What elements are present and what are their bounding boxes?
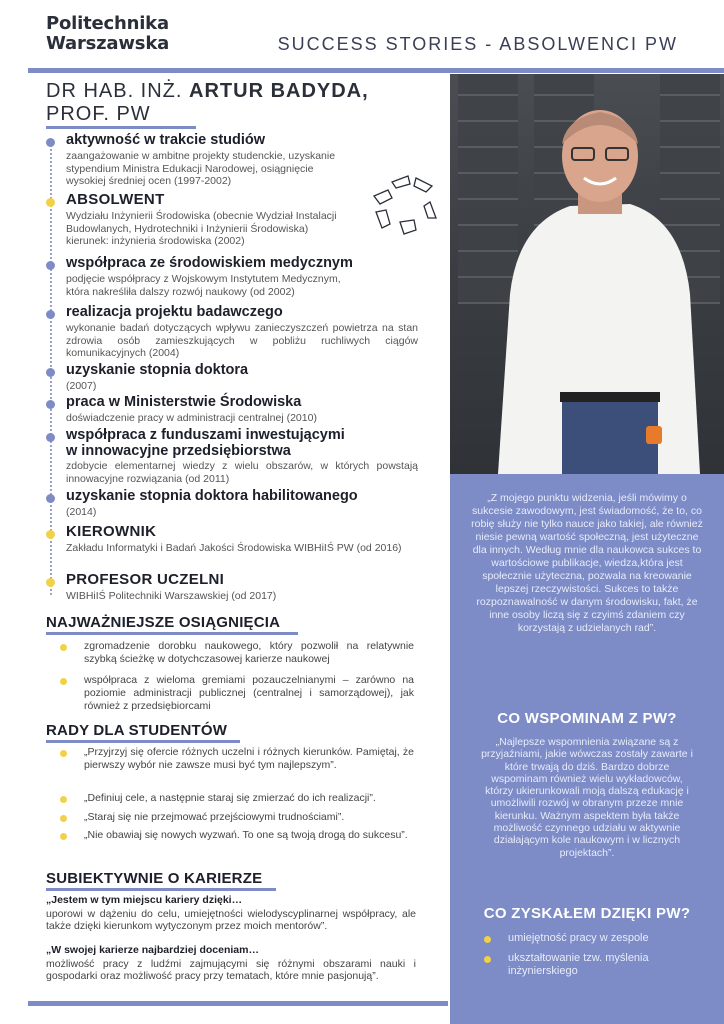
memories-quote: „Najlepsze wspomnienia związane są z przyjaźniami, jakie wówczas zostały zawarte i które trwają do dziś. Bardzo dobrze wspominam również wielu wykładowców, którzy ukierunkowali moją dalszą edukację i umożliwili rozwój w obranym przeze mnie kierunku. Ważnym aspektem była także możliwość czynnego udziału w aktywnie działającym kole naukowym i w licznych projektach”.: [481, 736, 693, 859]
timeline-desc: Wydziału Inżynierii Środowiska (obecnie Wydział Instalacji Budowlanych, Hydrotechniki i Inżynierii Środowiska) kierunek: inżynieria środowiska (2002): [66, 210, 337, 247]
name-prefix: DR HAB. INŻ.: [46, 80, 183, 102]
politechnika-logo: [46, 14, 169, 54]
advice-text: „Nie obawiaj się nowych wyzwań. To one są twoją drogą do sukcesu”.: [84, 829, 408, 841]
timeline-desc: WIBHiIŚ Politechniki Warszawskiej (od 2017): [66, 590, 277, 602]
advice-text: „Staraj się nie przejmować przejściowymi trudnościami”.: [84, 811, 345, 823]
advice-text: „Definiuj cele, a następnie staraj się zmierzać do ich realizacji”.: [84, 792, 376, 804]
timeline-desc: zdobycie elementarnej wiedzy z wielu obszarów, w których powstają innowacyjne rozwiązania (od 2011): [66, 460, 418, 485]
advice-text: „Przyjrzyj się ofercie różnych uczelni i różnych kierunków. Pamiętaj, że pierwszy wybór nie zawsze musi być tym najlepszym”.: [84, 746, 414, 771]
decorative-segments-icon: [370, 172, 440, 242]
timeline-title: PROFESOR UCZELNI: [66, 571, 225, 588]
career-quote1-body: uporowi w dążeniu do celu, umiejętności wielodyscyplinarnej współpracy, ale także dzięki kierunkom wytyczonym przez moich mentorów”.: [46, 908, 416, 932]
name-bold: ARTUR BADYDA,: [189, 80, 369, 102]
timeline-dot: [46, 198, 55, 207]
advice-underline: [46, 740, 240, 743]
bullet-dot: [60, 750, 67, 757]
achievements-heading: NAJWAŻNIEJSZE OSIĄGNIĘCIA: [46, 614, 281, 631]
achievements-underline: [46, 632, 298, 635]
bottom-divider: [28, 1001, 448, 1006]
timeline-desc: doświadczenie pracy w administracji centralnej (2010): [66, 412, 317, 424]
achievement-text: zgromadzenie dorobku naukowego, który pozwolił na relatywnie szybką ścieżkę w dotychczasowej karierze naukowej: [84, 640, 414, 665]
gains-text: umiejętność pracy w zespole: [508, 932, 649, 944]
career-heading: SUBIEKTYWNIE O KARIERZE: [46, 870, 263, 887]
timeline-title: praca w Ministerstwie Środowiska: [66, 394, 302, 410]
logo-line1: Politechnika: [46, 13, 169, 34]
timeline-title: współpraca z funduszami inwestującymi: [66, 427, 345, 443]
timeline-title: aktywność w trakcie studiów: [66, 132, 266, 148]
timeline-desc: wykonanie badań dotyczących wpływu zanieczyszczeń powietrza na stan zdrowia osób zamieszkujących w pobliżu ruchliwych ciągów komunikacyjnych (2004): [66, 322, 418, 359]
name-line2: PROF. PW: [46, 103, 151, 125]
timeline-dot: [46, 578, 55, 587]
timeline-dot: [46, 400, 55, 409]
logo-line2: Warszawska: [46, 33, 170, 54]
timeline-desc: zaangażowanie w ambitne projekty studenckie, uzyskanie stypendium Ministra Edukacji Narodowej, osiągnięcie wysokiej średniej ocen (1997-2002): [66, 150, 336, 187]
timeline-desc: Zakładu Informatyki i Badań Jakości Środowiska WIBHiIŚ PW (od 2016): [66, 542, 402, 554]
timeline-dot: [46, 138, 55, 147]
timeline-dot: [46, 368, 55, 377]
timeline-dot: [46, 494, 55, 503]
career-quote1-head: „Jestem w tym miejscu kariery dzięki…: [46, 894, 243, 906]
advice-heading: RADY DLA STUDENTÓW: [46, 722, 228, 739]
bullet-dot: [60, 796, 67, 803]
bullet-dot: [484, 956, 491, 963]
person-silhouette-icon: [450, 74, 724, 474]
timeline-title: uzyskanie stopnia doktora: [66, 362, 249, 378]
person-name: [46, 80, 369, 126]
memories-heading: CO WSPOMINAM Z PW?: [497, 710, 677, 727]
gains-text: ukształtowanie tzw. myślenia inżynierskiego: [508, 952, 649, 977]
portrait-photo: [450, 74, 724, 474]
success-quote: „Z mojego punktu widzenia, jeśli mówimy o sukcesie zawodowym, jest świadomość, że to, co robię służy nie tylko nauce jako takiej, ale również niesie pewną wartość społeczną, jest użyteczne dla innych. Według mnie dla naukowca sukces to wartościowe publikacje, wiedza,która jest społecznie użyteczna, pozwala na kreowanie lepszej rzeczywistości. Sukces to także rozpoznawalność w danym środowisku, fakt, że inne osoby liczą się z czyimś zdaniem czy korzystają z udzielanych rad”.: [471, 492, 703, 634]
timeline-dot: [46, 261, 55, 270]
name-underline: [46, 126, 196, 129]
timeline-title: współpraca ze środowiskiem medycznym: [66, 255, 353, 271]
bullet-dot: [60, 678, 67, 685]
timeline-dot: [46, 530, 55, 539]
timeline-title: realizacja projektu badawczego: [66, 304, 283, 320]
achievement-text: współpraca z wieloma gremiami pozauczelnianymi – zarówno na poziomie administracji publicznej (centralnej i samorządowej), jak również z przedsiębiorcami: [84, 674, 414, 712]
timeline-desc: (2007): [66, 380, 97, 392]
timeline-title: KIEROWNIK: [66, 523, 157, 540]
timeline-title: uzyskanie stopnia doktora habilitowanego: [66, 488, 358, 504]
timeline-title: ABSOLWENT: [66, 191, 165, 208]
top-divider: [28, 68, 724, 73]
bullet-dot: [60, 833, 67, 840]
bullet-dot: [60, 644, 67, 651]
career-underline: [46, 888, 276, 891]
timeline-desc: (2014): [66, 506, 97, 518]
timeline-dot: [46, 433, 55, 442]
gains-heading: CO ZYSKAŁEM DZIĘKI PW?: [483, 905, 691, 922]
bullet-dot: [60, 815, 67, 822]
career-quote2-head: „W swojej karierze najbardziej doceniam…: [46, 944, 259, 956]
timeline-desc: podjęcie współpracy z Wojskowym Instytutem Medycznym, która nakreśliła dalszy rozwój naukowy (od 2002): [66, 273, 341, 298]
timeline-dot: [46, 310, 55, 319]
career-quote2-body: możliwość pracy z ludźmi zajmującymi się różnymi obszarami nauki i gospodarki oraz możliwość pracy przy tematach, które mnie pasjonują”.: [46, 958, 416, 982]
timeline-title-line2: w innowacyjne przedsiębiorstwa: [66, 443, 291, 459]
bullet-dot: [484, 936, 491, 943]
page-header-title: SUCCESS STORIES - ABSOLWENCI PW: [277, 34, 678, 54]
